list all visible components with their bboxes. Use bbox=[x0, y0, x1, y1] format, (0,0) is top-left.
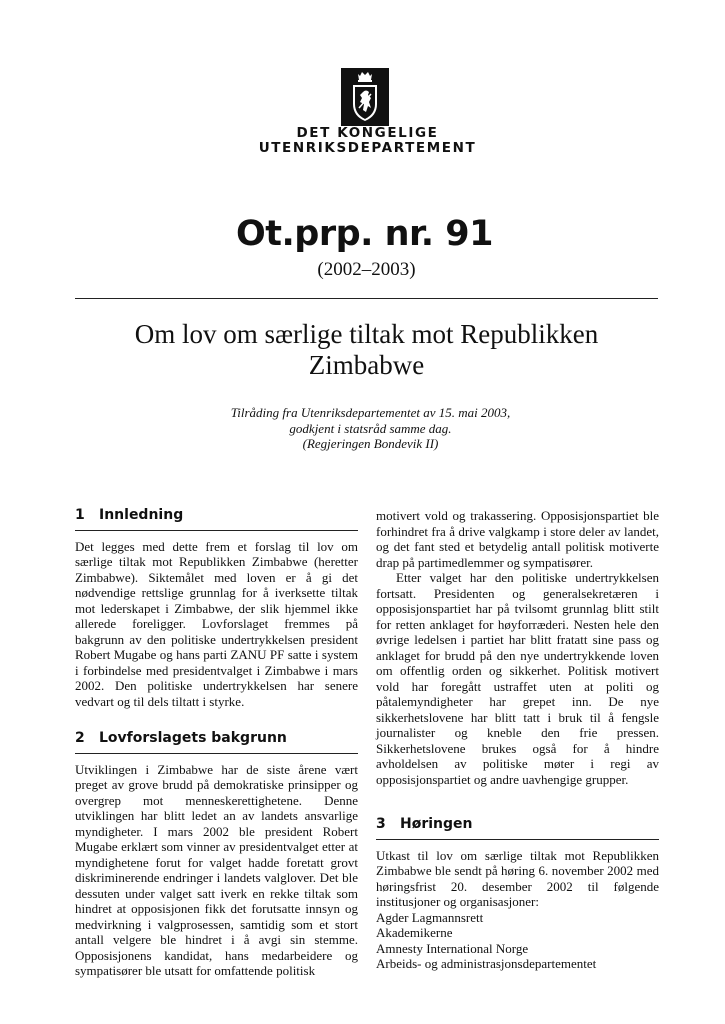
section-number: 3 bbox=[376, 816, 386, 832]
approval-line1: Tilråding fra Utenriksdepartementet av 15. mai 2003, bbox=[230, 405, 511, 420]
section-2-body: Utviklingen i Zimbabwe har de siste årene vært preget av grove brudd på demokratiske prinsipper og overgrep mot menneskerettighetene. Denne utviklingen har blitt ledet an av landets ansvarlige myndigheter. I mars 2002 ble president Robert Mugabe erklært som vinner av presidentvalget etter at myndighetene forut for valget hadde foretatt grovt diskriminerende endringer i landets valglover. Det ble dessuten under valget satt iverk en rekke tiltak som hindret at opposisjonen fikk det forutsatte innsyn og medvirkning i valgprosessen, samtidig som et stort antall velgere ble hindret i å avgi sin stemme. Opposisjonens kandidat, hans medarbeidere og sympatisører ble utsatt for omfattende politisk bbox=[75, 761, 358, 978]
recipient-list-item: Agder Lagmannsrett bbox=[376, 909, 484, 925]
section-title: Innledning bbox=[99, 507, 184, 523]
approval-line3: (Regjeringen Bondevik II) bbox=[302, 436, 439, 451]
approval-block bbox=[0, 405, 725, 452]
right-column bbox=[376, 508, 659, 972]
section-number: 1 bbox=[75, 507, 85, 523]
section-2-body-continued: motivert vold og trakassering. Opposisjonspartiet ble forhindret fra å drive valgkamp i store deler av landet, og det fant sted et betydelig antall politisk motiverte drap på partimedlemmer og sympatisører. bbox=[376, 508, 659, 570]
document-subject: Om lov om særlige tiltak mot Republikken Zimbabwe bbox=[134, 319, 599, 380]
section-heading-1 bbox=[75, 508, 358, 531]
section-3-body: Utkast til lov om særlige tiltak mot Republikken Zimbabwe ble sendt på høring 6. november 2002 med høringsfrist 20. desember 2002 til følgende institusjoner og organisasjoner: bbox=[376, 847, 659, 909]
department-name-line2: UTENRIKSDEPARTEMENT bbox=[258, 140, 477, 156]
section-heading-3 bbox=[376, 817, 659, 840]
section-1-body: Det legges med dette frem et forslag til lov om særlige tiltak mot Republikken Zimbabwe (heretter Zimbabwe). Siktemålet med loven er å gi det nødvendige rettslige grunnlag for å iverksette tiltak mot lederskapet i Zimbabwe, der slik hjemmel ikke allerede foreligger. Lovforslaget fremmes på bakgrunn av den politiske undertrykkelsen president Robert Mugabe og hans parti ZANU PF satte i system i forbindelse med presidentvalget i Zimbabwe i mars 2002. Den politiske undertrykkelsen har senere vedvart og til dels tiltatt i styrke. bbox=[75, 538, 358, 709]
department-name-line1: DET KONGELIGE bbox=[296, 125, 439, 141]
left-column bbox=[75, 508, 358, 979]
section-title: Høringen bbox=[400, 816, 473, 832]
section-2-paragraph-2: Etter valget har den politiske undertrykkelsen fortsatt. Presidenten og generalsekretæren i opposisjonspartiet har på tvilsomt grunnlag blitt stilt for retten anklaget for høyforræderi. Nesten hele den øvrige ledelsen i partiet har blitt fratatt sine pass og anklaget for brudd på den nye undertrykkende loven om offentlig orden og sikkerhet. Politisk motivert vold har foregått ustraffet uten at politi og påtalemyndigheter har grepet inn. De nye sikkerhetslovene har blitt tatt i bruk til å fengsle journalister og kneble den frie pressen. Sikkerhetslovene brukes også for å hindre avholdelsen av politiske møter i regi av opposisjonspartiet og andre uavhengige grupper. bbox=[376, 570, 659, 787]
norwegian-coat-of-arms-icon bbox=[341, 68, 389, 126]
section-title: Lovforslagets bakgrunn bbox=[99, 730, 287, 746]
recipient-list-item: Akademikerne bbox=[376, 925, 453, 940]
document-years: (2002–2003) bbox=[317, 259, 416, 280]
document-title: Ot.prp. nr. 91 bbox=[235, 214, 493, 254]
recipient-list-item: Amnesty International Norge bbox=[376, 940, 529, 956]
approval-line2: godkjent i statsråd samme dag. bbox=[289, 420, 452, 436]
section-number: 2 bbox=[75, 730, 85, 746]
section-heading-2 bbox=[75, 731, 358, 754]
title-divider bbox=[75, 298, 658, 299]
recipient-list-item: Arbeids- og administrasjonsdepartementet bbox=[376, 956, 597, 971]
